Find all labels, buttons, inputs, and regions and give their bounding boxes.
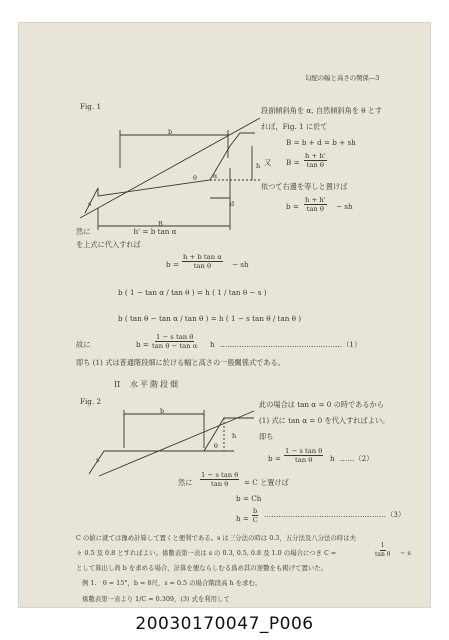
fig1-theta-label: θ	[193, 174, 197, 182]
equation-B-sum: B = b + d = b + sh	[286, 138, 356, 147]
section-number: II	[114, 380, 121, 389]
h-prime-line: 然に h' = b tan α	[76, 227, 177, 236]
C-denominator: tan θ	[210, 480, 229, 488]
paragraph-numerator: 1	[380, 542, 385, 549]
fig2-slope-line	[99, 411, 254, 476]
eq3: b ( tan θ − tan α / tan θ ) = h ( 1 − s tan θ / tan θ )	[118, 314, 302, 323]
eq1-tail: − sh	[232, 260, 249, 269]
eq4-lhs: b =	[136, 340, 149, 349]
conclusion-line: 即ち (1) 式は普通階段畑に於ける幅と高さの一般關係式である。	[76, 358, 285, 367]
fig1-d-label: d	[230, 200, 235, 208]
eq-h-fraction	[252, 507, 258, 524]
equation-B-numerator: h + h'	[305, 152, 326, 160]
right2-line2: (1) 式に tan α = 0 を代入すればよい。	[259, 416, 390, 425]
fig1-s-label: s	[88, 200, 92, 208]
C-equation-label: = C と置けば	[244, 478, 289, 487]
substitute-line: を上式に代入すれば	[76, 240, 141, 249]
right-text-line1: 段面傾斜角を α, 自然傾斜角を θ とす	[261, 106, 383, 115]
right-text-line2: れば，Fig. 1 に於て	[261, 122, 328, 131]
eq4-tail: h	[210, 340, 215, 349]
eq2: b ( 1 − tan α / tan θ ) = h ( 1 / tan θ − s )	[118, 288, 267, 297]
right-text-line3: 依つて右邊を等しと置けば	[261, 182, 348, 191]
fig2-s-label: s	[96, 456, 100, 464]
paragraph-line2: 々 0.5 及 0.8 とすればよい。係數表第一表は s の 0.3, 0.5, 0.8 及 1.0 の場合につき C =	[76, 549, 337, 557]
document-page	[18, 22, 431, 608]
image-id-caption: 20030170047_P006	[135, 614, 314, 634]
eq4-numerator: 1 − s tan θ	[155, 333, 194, 341]
C-numerator: 1 − s tan θ	[201, 471, 239, 479]
eq4-ref: ……………………………………………（1）	[220, 340, 362, 349]
fig2-h-label: h	[232, 432, 237, 440]
eq-h-lhs: h =	[236, 514, 249, 523]
equation-b-tail: − sh	[336, 202, 353, 211]
eq-b2-numerator: 1 − s tan θ	[285, 447, 323, 455]
fig1-h-label: h	[256, 162, 261, 170]
equation-b-numerator: h + h'	[305, 196, 326, 204]
eq-b-Ch: b = Ch	[236, 494, 262, 503]
fig2-b-label: b	[160, 407, 165, 415]
eq4-fraction	[152, 333, 197, 350]
fig1-label: Fig. 1	[80, 102, 102, 111]
eq-h-denominator: C	[252, 516, 258, 524]
equation-B-lhs: B =	[286, 158, 300, 167]
eq-h-numerator: b	[253, 507, 258, 515]
example-line2: 係數表第一表より 1/C = 0.309，(3) 式を利用して	[82, 595, 230, 603]
eq4-lead: 故に	[76, 340, 91, 349]
section-title: 水平階段畑	[130, 380, 180, 389]
eq-b2-denominator: tan θ	[294, 456, 313, 464]
equation-B-denominator: tan θ	[306, 161, 325, 169]
paragraph-line3: として算出し尚 b を求める場合，計算を便ならしむる爲め其の逆數をも掲げて置いた。	[76, 564, 327, 572]
eq4-denominator: tan θ − tan α	[152, 342, 198, 350]
running-head: 勾配の幅と高さの関係—3	[305, 74, 380, 82]
eq1-lhs: b =	[166, 260, 179, 269]
equation-B-fraction	[304, 152, 327, 169]
paragraph-fraction	[375, 542, 390, 559]
mata-label: 又	[264, 158, 272, 167]
eq-b2-ref: ……（2）	[340, 454, 374, 463]
equation-b-fraction	[304, 196, 327, 213]
eq-h-ref: ……………………………………………（3）	[264, 510, 406, 519]
equation-b-denominator: tan θ	[306, 205, 325, 213]
eq1-numerator: h + b tan α	[183, 253, 222, 261]
fig2-diagram	[84, 406, 264, 476]
paragraph-line1: C の値に就ては豫め計算して置くと便利である。s は三分法の時は 0.3，五分法及八分法の時は夫	[76, 534, 357, 542]
equation-b-lhs: b =	[286, 202, 299, 211]
right2-line3: 即ち	[259, 432, 274, 441]
eq1-denominator: tan θ	[193, 262, 212, 270]
example-line: 例 1. θ = 15°，b = 8尺，s = 0.5 の場合階段高 h を求む。	[82, 579, 262, 587]
fig2-theta-label: θ	[214, 442, 218, 450]
eq-b2-lhs: b =	[268, 454, 281, 463]
fig1-B-label: B	[158, 220, 163, 228]
fig1-alpha-label: α	[213, 172, 218, 180]
paragraph-denominator: tan θ	[375, 551, 391, 558]
fig1-b-label: b	[168, 128, 173, 136]
eq-b2-tail: h	[330, 454, 335, 463]
paragraph-tail: − s	[400, 549, 411, 557]
right2-line1: 此の場合は tan α = 0 の時であるから	[259, 400, 384, 409]
eq1-fraction	[182, 253, 223, 270]
fig2-label: Fig. 2	[80, 397, 102, 406]
eq-b2-fraction	[284, 447, 323, 464]
therefore-label: 然に	[178, 478, 193, 487]
C-fraction	[200, 471, 239, 488]
